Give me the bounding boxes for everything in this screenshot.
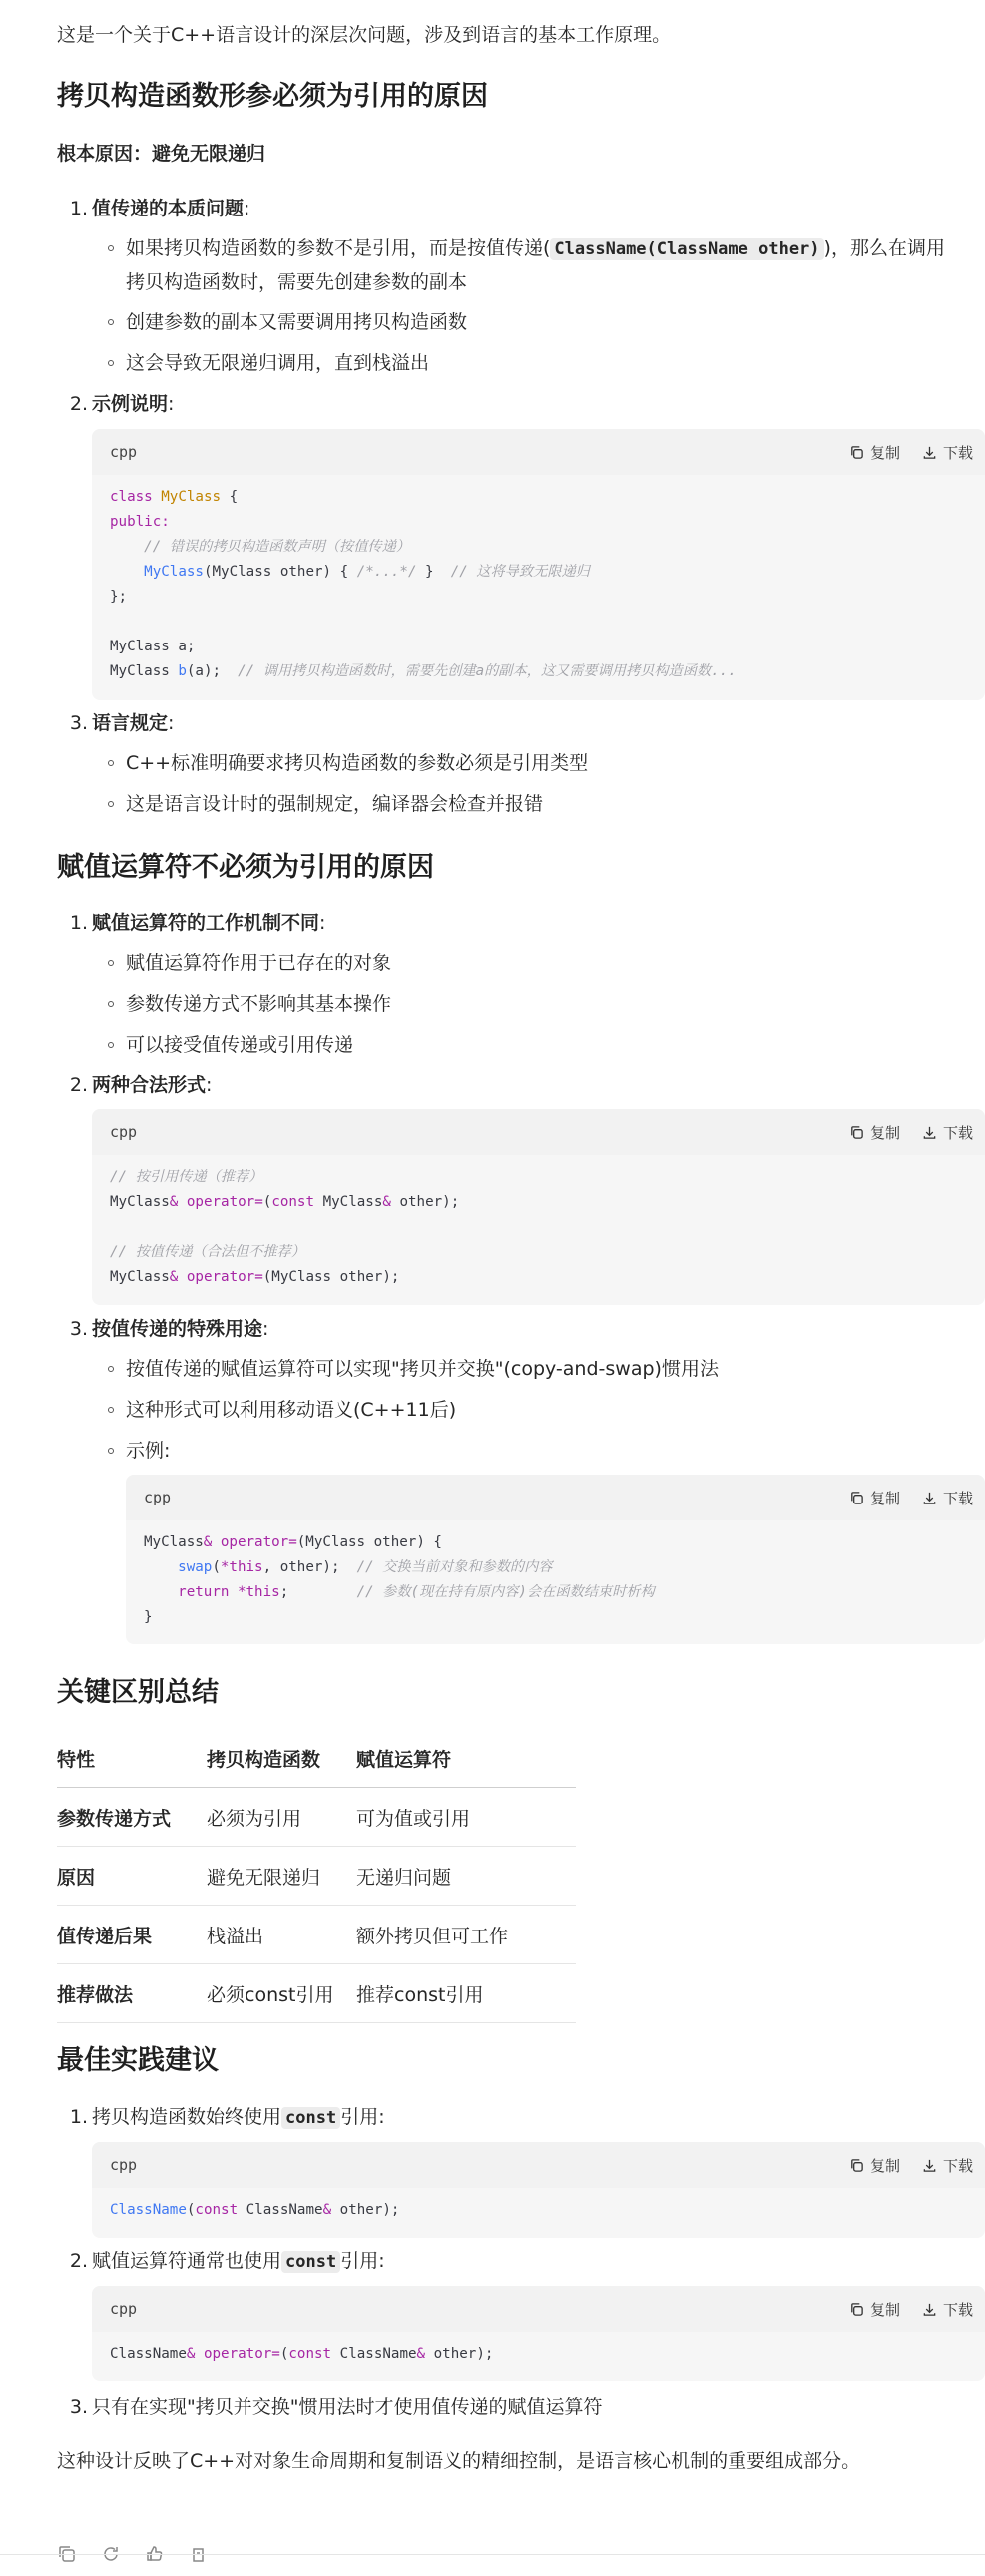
list-number: 3. bbox=[69, 712, 88, 734]
table-cell: 栈溢出 bbox=[207, 1906, 356, 1964]
code-content: // 按引用传递（推荐） MyClass& operator=(const MyClass& other); // 按值传递（合法但不推荐） MyClass& operator=(MyClass other); bbox=[110, 1169, 460, 1285]
code-language: cpp bbox=[144, 1489, 172, 1506]
list-item: 这是语言设计时的强制规定，编译器会检查并报错 bbox=[126, 793, 544, 815]
bullet-icon bbox=[108, 1042, 114, 1048]
code-block bbox=[92, 429, 985, 700]
list-item-label: 按值传递的特殊用途: bbox=[92, 1318, 269, 1340]
copy-icon bbox=[849, 1491, 864, 1505]
code-block bbox=[92, 2142, 985, 2238]
bullet-icon bbox=[108, 319, 114, 325]
list-item: C++标准明确要求拷贝构造函数的参数必须是引用类型 bbox=[126, 752, 589, 774]
copy-button[interactable] bbox=[849, 2155, 900, 2176]
download-icon bbox=[922, 2158, 937, 2173]
bullet-icon bbox=[108, 1001, 114, 1007]
table-row bbox=[57, 1847, 576, 1906]
list-number: 1. bbox=[69, 912, 88, 934]
list-item-label: 两种合法形式: bbox=[92, 1074, 213, 1096]
inline-code: const bbox=[281, 2251, 340, 2273]
bullet-icon bbox=[108, 801, 114, 807]
copy-button[interactable] bbox=[849, 442, 900, 463]
list-item-continued: 拷贝构造函数时，需要先创建参数的副本 bbox=[126, 271, 468, 293]
inline-code: const bbox=[281, 2107, 340, 2129]
download-label: 下载 bbox=[942, 1123, 973, 1142]
download-button[interactable] bbox=[922, 2155, 973, 2176]
table-row bbox=[57, 1906, 576, 1964]
code-content: ClassName& operator=(const ClassName& other); bbox=[110, 2346, 494, 2361]
copy-label: 复制 bbox=[869, 1123, 900, 1142]
code-language: cpp bbox=[110, 2156, 138, 2174]
code-block bbox=[126, 1475, 985, 1644]
copy-label: 复制 bbox=[869, 1489, 900, 1507]
download-icon bbox=[922, 1125, 937, 1140]
copy-icon bbox=[849, 445, 864, 460]
table-cell: 原因 bbox=[57, 1847, 207, 1906]
bullet-icon bbox=[108, 960, 114, 966]
list-item: 如果拷贝构造函数的参数不是引用，而是按值传递( ClassName(ClassName other) )，那么在调用 bbox=[126, 237, 945, 259]
table-row bbox=[57, 1964, 576, 2023]
section-heading-copy-ctor: 拷贝构造函数形参必须为引用的原因 bbox=[57, 81, 488, 112]
section-heading-assignment: 赋值运算符不必须为引用的原因 bbox=[57, 852, 434, 883]
code-content: MyClass& operator=(MyClass other) { swap(*this, other); // 交换当前对象和参数的内容 return *this; // 参数(现在持有原内容)会在函数结束时析构 } bbox=[144, 1534, 655, 1625]
copy-label: 复制 bbox=[869, 2156, 900, 2175]
code-language: cpp bbox=[110, 1123, 138, 1141]
list-number: 1. bbox=[69, 2106, 88, 2128]
table-cell: 必须const引用 bbox=[207, 1964, 356, 2023]
intro-text: 这是一个关于C++语言设计的深层次问题，涉及到语言的基本工作原理。 bbox=[57, 24, 672, 46]
comparison-table bbox=[57, 1729, 576, 2023]
code-language: cpp bbox=[110, 2300, 138, 2318]
table-row bbox=[57, 1788, 576, 1847]
table-header-cell: 特性 bbox=[57, 1729, 207, 1788]
download-icon bbox=[922, 445, 937, 460]
list-item: 赋值运算符通常也使用 const 引用: bbox=[92, 2250, 385, 2272]
bullet-icon bbox=[108, 245, 114, 251]
list-number: 1. bbox=[69, 198, 88, 219]
copy-label: 复制 bbox=[869, 2300, 900, 2319]
code-block-header bbox=[126, 1475, 985, 1520]
code-block-header bbox=[92, 1109, 985, 1155]
list-number: 2. bbox=[69, 2250, 88, 2272]
list-item: 只有在实现"拷贝并交换"惯用法时才使用值传递的赋值运算符 bbox=[92, 2396, 603, 2418]
code-language: cpp bbox=[110, 443, 138, 461]
table-cell: 推荐const引用 bbox=[356, 1964, 576, 2023]
download-button[interactable] bbox=[922, 2299, 973, 2320]
list-item: 这种形式可以利用移动语义(C++11后) bbox=[126, 1399, 457, 1421]
copy-label: 复制 bbox=[869, 443, 900, 462]
download-label: 下载 bbox=[942, 2156, 973, 2175]
list-item-label: 值传递的本质问题: bbox=[92, 198, 250, 219]
code-block-header bbox=[92, 2142, 985, 2188]
bullet-icon bbox=[108, 360, 114, 366]
list-item-label: 赋值运算符的工作机制不同: bbox=[92, 912, 326, 934]
table-cell: 无递归问题 bbox=[356, 1847, 576, 1906]
table-header-row bbox=[57, 1729, 576, 1788]
inline-code: ClassName(ClassName other) bbox=[550, 238, 823, 260]
list-item: 示例: bbox=[126, 1440, 171, 1462]
list-item-label: 示例说明: bbox=[92, 393, 175, 415]
list-item: 这会导致无限递归调用，直到栈溢出 bbox=[126, 352, 430, 374]
copy-button[interactable] bbox=[849, 1122, 900, 1143]
table-header-cell: 拷贝构造函数 bbox=[207, 1729, 356, 1788]
code-content: class MyClass { public: // 错误的拷贝构造函数声明（按值传递） MyClass(MyClass other) { /*...*/ } // 这将导致无限递归 }; MyClass a; MyClass b(a); // 调用拷贝构造函数时，需要先创建a的副本，这又需要调用拷贝构造函数... bbox=[110, 489, 737, 679]
bullet-icon bbox=[108, 1448, 114, 1454]
code-content: ClassName(const ClassName& other); bbox=[110, 2202, 400, 2218]
table-cell: 值传递后果 bbox=[57, 1906, 207, 1964]
divider bbox=[0, 2554, 985, 2555]
download-label: 下载 bbox=[942, 443, 973, 462]
list-number: 2. bbox=[69, 1074, 88, 1096]
list-item: 参数传递方式不影响其基本操作 bbox=[126, 993, 392, 1015]
code-block bbox=[92, 1109, 985, 1305]
code-block bbox=[92, 2286, 985, 2381]
table-cell: 可为值或引用 bbox=[356, 1788, 576, 1847]
copy-button[interactable] bbox=[849, 1488, 900, 1508]
download-button[interactable] bbox=[922, 1488, 973, 1508]
list-item: 拷贝构造函数始终使用 const 引用: bbox=[92, 2106, 385, 2128]
list-item: 赋值运算符作用于已存在的对象 bbox=[126, 952, 392, 974]
bullet-icon bbox=[108, 760, 114, 766]
conclusion-text: 这种设计反映了C++对对象生命周期和复制语义的精细控制，是语言核心机制的重要组成部分。 bbox=[57, 2450, 861, 2472]
download-button[interactable] bbox=[922, 1122, 973, 1143]
download-button[interactable] bbox=[922, 442, 973, 463]
list-number: 3. bbox=[69, 2396, 88, 2418]
copy-icon bbox=[849, 2158, 864, 2173]
table-header-cell: 赋值运算符 bbox=[356, 1729, 576, 1788]
bullet-icon bbox=[108, 1407, 114, 1413]
list-item-label: 语言规定: bbox=[92, 712, 175, 734]
copy-icon bbox=[849, 1125, 864, 1140]
table-cell: 避免无限递归 bbox=[207, 1847, 356, 1906]
code-block-header bbox=[92, 429, 985, 475]
download-label: 下载 bbox=[942, 1489, 973, 1507]
copy-icon bbox=[849, 2302, 864, 2317]
section-heading-summary: 关键区别总结 bbox=[57, 1677, 219, 1708]
list-number: 3. bbox=[69, 1318, 88, 1340]
list-item: 创建参数的副本又需要调用拷贝构造函数 bbox=[126, 311, 468, 333]
list-item: 可以接受值传递或引用传递 bbox=[126, 1034, 354, 1056]
download-icon bbox=[922, 2302, 937, 2317]
section-heading-best-practice: 最佳实践建议 bbox=[57, 2045, 219, 2076]
table-cell: 必须为引用 bbox=[207, 1788, 356, 1847]
list-item: 按值传递的赋值运算符可以实现"拷贝并交换"(copy-and-swap)惯用法 bbox=[126, 1358, 719, 1380]
table-cell: 额外拷贝但可工作 bbox=[356, 1906, 576, 1964]
code-block-header bbox=[92, 2286, 985, 2332]
download-icon bbox=[922, 1491, 937, 1505]
table-cell: 参数传递方式 bbox=[57, 1788, 207, 1847]
section-subtitle: 根本原因：避免无限递归 bbox=[57, 143, 266, 165]
table-cell: 推荐做法 bbox=[57, 1964, 207, 2023]
copy-button[interactable] bbox=[849, 2299, 900, 2320]
list-number: 2. bbox=[69, 393, 88, 415]
bullet-icon bbox=[108, 1366, 114, 1372]
download-label: 下载 bbox=[942, 2300, 973, 2319]
